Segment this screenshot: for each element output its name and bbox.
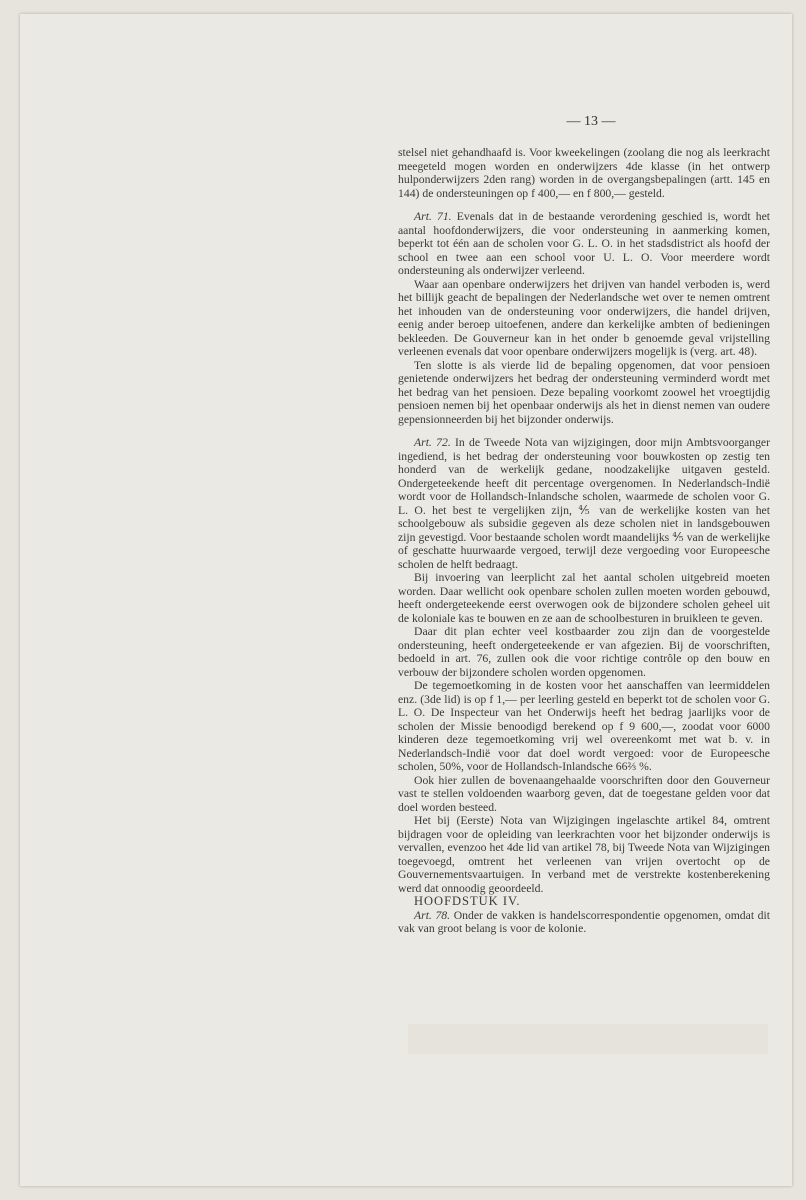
article-label: Art. 72.	[414, 436, 451, 449]
article-label: Art. 78.	[414, 908, 451, 922]
chapter-heading: HOOFDSTUK IV.	[414, 894, 521, 908]
paragraph: Ook hier zullen de bovenaangehaalde voorschriften door den Gouverneur vast te stellen voldoenden waarborg geven, dat de toegestane gelden voor dat doel worden besteed.	[398, 773, 770, 814]
text-column	[398, 146, 770, 936]
paragraph-art-71	[398, 210, 770, 278]
paragraph: Ten slotte is als vierde lid de bepaling opgenomen, dat voor pensioen genietende onderwijzers het bedrag der ondersteuning verminderd wordt met het bedrag van het pensioen. Deze bepaling voorkomt zoowel het vroegtijdig pensioen nemen bij het openbaar onderwijs als het in dienst nemen van oudere gepensionneerden bij het bijzonder onderwijs.	[398, 358, 770, 426]
paragraph: Waar aan openbare onderwijzers het drijven van handel verboden is, werd het billijk geacht de bepalingen der Nederlandsche wet over te nemen omtrent het inhouden van de ondersteuning voor onderwijzers, die handel drijven, eenig ander beroep uitoefenen, andere dan kerkelijke ambten of bedieningen bekleeden. De Gouverneur kan in het onder b genoemde geval vrijstelling verleenen evenals dat voor openbare onderwijzers mogelijk is (verg. art. 48).	[398, 277, 770, 358]
paragraph-text: Onder de vakken is handelscorrespondentie opgenomen, omdat dit vak van groot belang is voor de kolonie.	[398, 908, 771, 935]
paragraph-text: Evenals dat in de bestaande verordening geschied is, wordt het aantal hoofdonderwijzers, die voor ondersteuning in aanmerking komen, beperkt tot één aan de scholen voor G. L. O. in het stadsdistrict als hoofd der school en twee aan een school voor U. L. O. Voor meerdere wordt ondersteuning als onderwijzer verleend.	[398, 210, 771, 277]
paragraph: Het bij (Eerste) Nota van Wijzigingen ingelaschte artikel 84, omtrent bijdragen voor de opleiding van leerkrachten voor het bijzonder onderwijs is vervallen, evenzoo het 4de lid van artikel 78, bij Tweede Nota van Wijzigingen toegevoegd, omtrent het verleenen van vrijen overtocht op de Gouvernementsvaartuigen. In verband met de verstrekte kostenberekening werd dat onnoodig geoordeeld.	[398, 814, 770, 895]
paragraph: De tegemoetkoming in de kosten voor het aanschaffen van leermiddelen enz. (3de lid) is op f 1,— per leerling gesteld en beperkt tot de scholen voor G. L. O. De Inspecteur van het Onderwijs heeft het bedrag jaarlijks voor de scholen der Missie benoodigd berekend op f 9 600,—, zoodat voor 6000 kinderen deze tegemoetkoming vrij wel overeenkomt met wat b. v. in Nederlandsch-Indië voor dat doel wordt vergoed: voor de Europeesche scholen, 50%, voor de Hollandsch-Inlandsche 66⅔ %.	[398, 679, 770, 773]
paragraph: Daar dit plan echter veel kostbaarder zou zijn dan de voorgestelde ondersteuning, heeft ondergeteekende er van afgezien. Bij de voorschriften, bedoeld in art. 76, zullen ook die voor richtige contrôle op den bouw en verbouw der bijzondere scholen worden opgenomen.	[398, 625, 770, 679]
paragraph-text: In de Tweede Nota van wijzigingen, door mijn Ambtsvoorganger ingediend, is het bedrag der ondersteuning voor bouwkosten op zestig ten honderd van de werkelijk gedane, noodzakelijke uitgaven gesteld. Ondergeteekende heeft dit percentage overgenomen. In Nederlandsch-Indië wordt voor de Hollandsch-Inlandsche scholen, waarmede de scholen voor G. L. O. het best te vergelijken zijn, ⅘ van de werkelijke kosten van het schoolgebouw als subsidie gegeven als deze scholen niet in landsgebouwen zijn gevestigd. Voor bestaande scholen wordt maandelijks ⅘ van de werkelijke of geschatte huurwaarde vergoed, terwijl deze vergoeding voor Europeesche scholen de helft bedraagt.	[398, 436, 771, 571]
paragraph-continuation: stelsel niet gehandhaafd is. Voor kweekelingen (zoolang die nog als leerkracht meegeteld mogen worden en onderwijzers 4de klasse (in het ontwerp hulponderwijzers 2den rang) worden in de overgangsbepalingen (artt. 145 en 144) de ondersteuningen op f 400,— en f 800,— gesteld.	[398, 146, 770, 200]
paragraph-art-78	[398, 909, 770, 936]
paragraph-art-72	[398, 436, 770, 571]
page-number: — 13 —	[566, 114, 616, 129]
document-page	[20, 14, 792, 1186]
article-label: Art. 71.	[414, 210, 452, 223]
paragraph: Bij invoering van leerplicht zal het aantal scholen uitgebreid moeten worden. Daar wellicht ook openbare scholen zullen moeten worden gebouwd, heeft ondergeteekende eerst overwogen ook de bijzondere scholen geheel uit de koloniale kas te bouwen en ze aan de schoolbesturen in bruikleen te geven.	[398, 571, 770, 625]
paper-stain	[408, 1024, 768, 1054]
